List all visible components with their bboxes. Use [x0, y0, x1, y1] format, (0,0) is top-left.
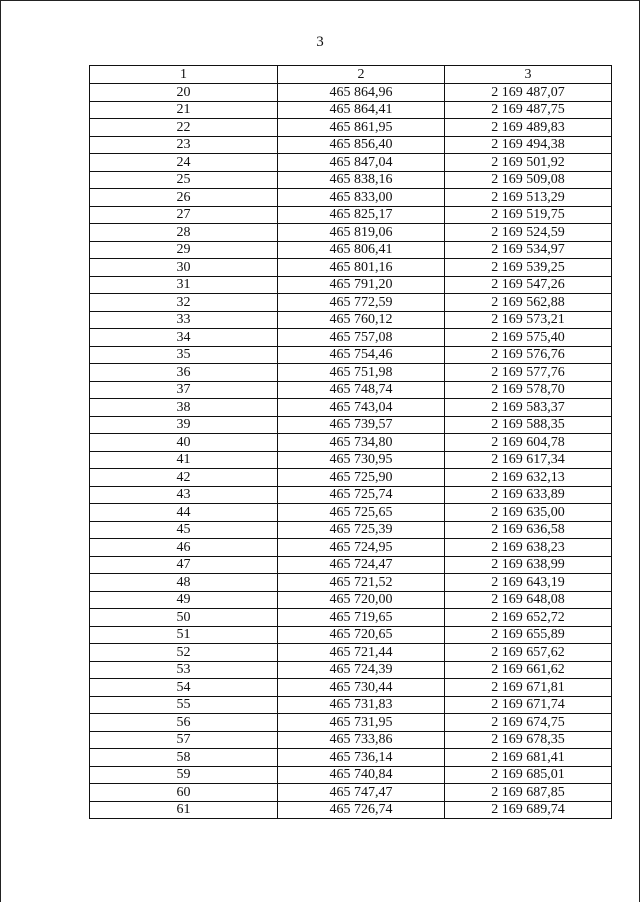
point-number-cell: 41 — [90, 451, 278, 469]
x-coordinate-cell: 465 730,95 — [278, 451, 445, 469]
table-row — [90, 381, 612, 399]
point-number-cell: 42 — [90, 469, 278, 487]
table-row — [90, 346, 612, 364]
y-coordinate-cell: 2 169 577,76 — [445, 364, 612, 382]
x-coordinate-cell: 465 861,95 — [278, 119, 445, 137]
x-coordinate-cell: 465 819,06 — [278, 224, 445, 242]
x-coordinate-cell: 465 801,16 — [278, 259, 445, 277]
point-number-cell: 22 — [90, 119, 278, 137]
x-coordinate-cell: 465 772,59 — [278, 294, 445, 312]
point-number-cell: 50 — [90, 609, 278, 627]
y-coordinate-cell: 2 169 519,75 — [445, 206, 612, 224]
table-row — [90, 784, 612, 802]
x-coordinate-cell: 465 726,74 — [278, 801, 445, 819]
table-row — [90, 609, 612, 627]
point-number-cell: 58 — [90, 749, 278, 767]
x-coordinate-cell: 465 733,86 — [278, 731, 445, 749]
table-row — [90, 504, 612, 522]
point-number-cell: 54 — [90, 679, 278, 697]
table-row — [90, 364, 612, 382]
point-number-cell: 30 — [90, 259, 278, 277]
point-number-cell: 45 — [90, 521, 278, 539]
y-coordinate-cell: 2 169 661,62 — [445, 661, 612, 679]
point-number-cell: 56 — [90, 714, 278, 732]
x-coordinate-cell: 465 747,47 — [278, 784, 445, 802]
y-coordinate-cell: 2 169 678,35 — [445, 731, 612, 749]
table-row — [90, 171, 612, 189]
point-number-cell: 27 — [90, 206, 278, 224]
x-coordinate-cell: 465 719,65 — [278, 609, 445, 627]
table-row — [90, 224, 612, 242]
table-row — [90, 591, 612, 609]
point-number-cell: 36 — [90, 364, 278, 382]
y-coordinate-cell: 2 169 685,01 — [445, 766, 612, 784]
table-row — [90, 556, 612, 574]
point-number-cell: 48 — [90, 574, 278, 592]
y-coordinate-cell: 2 169 652,72 — [445, 609, 612, 627]
y-coordinate-cell: 2 169 575,40 — [445, 329, 612, 347]
x-coordinate-cell: 465 847,04 — [278, 154, 445, 172]
y-coordinate-cell: 2 169 576,76 — [445, 346, 612, 364]
x-coordinate-cell: 465 725,90 — [278, 469, 445, 487]
y-coordinate-cell: 2 169 648,08 — [445, 591, 612, 609]
x-coordinate-cell: 465 760,12 — [278, 311, 445, 329]
table-row — [90, 276, 612, 294]
x-coordinate-cell: 465 751,98 — [278, 364, 445, 382]
point-number-cell: 52 — [90, 644, 278, 662]
x-coordinate-cell: 465 724,47 — [278, 556, 445, 574]
point-number-cell: 35 — [90, 346, 278, 364]
table-row — [90, 486, 612, 504]
table-row — [90, 696, 612, 714]
x-coordinate-cell: 465 725,65 — [278, 504, 445, 522]
x-coordinate-cell: 465 731,83 — [278, 696, 445, 714]
y-coordinate-cell: 2 169 513,29 — [445, 189, 612, 207]
table-row — [90, 259, 612, 277]
y-coordinate-cell: 2 169 573,21 — [445, 311, 612, 329]
x-coordinate-cell: 465 720,65 — [278, 626, 445, 644]
table-row — [90, 399, 612, 417]
point-number-cell: 31 — [90, 276, 278, 294]
table-row — [90, 416, 612, 434]
x-coordinate-cell: 465 724,39 — [278, 661, 445, 679]
y-coordinate-cell: 2 169 617,34 — [445, 451, 612, 469]
point-number-cell: 40 — [90, 434, 278, 452]
y-coordinate-cell: 2 169 635,00 — [445, 504, 612, 522]
y-coordinate-cell: 2 169 501,92 — [445, 154, 612, 172]
point-number-cell: 28 — [90, 224, 278, 242]
table-row — [90, 294, 612, 312]
y-coordinate-cell: 2 169 671,74 — [445, 696, 612, 714]
table-row — [90, 539, 612, 557]
point-number-cell: 59 — [90, 766, 278, 784]
x-coordinate-cell: 465 739,57 — [278, 416, 445, 434]
point-number-cell: 38 — [90, 399, 278, 417]
table-row — [90, 329, 612, 347]
x-coordinate-cell: 465 721,52 — [278, 574, 445, 592]
point-number-cell: 47 — [90, 556, 278, 574]
point-number-cell: 43 — [90, 486, 278, 504]
table-row — [90, 451, 612, 469]
y-coordinate-cell: 2 169 509,08 — [445, 171, 612, 189]
point-number-cell: 39 — [90, 416, 278, 434]
point-number-cell: 44 — [90, 504, 278, 522]
y-coordinate-cell: 2 169 494,38 — [445, 136, 612, 154]
column-header-y: 3 — [445, 66, 612, 84]
table-header-row — [90, 66, 612, 84]
point-number-cell: 55 — [90, 696, 278, 714]
y-coordinate-cell: 2 169 687,85 — [445, 784, 612, 802]
y-coordinate-cell: 2 169 671,81 — [445, 679, 612, 697]
x-coordinate-cell: 465 731,95 — [278, 714, 445, 732]
table-row — [90, 136, 612, 154]
y-coordinate-cell: 2 169 674,75 — [445, 714, 612, 732]
y-coordinate-cell: 2 169 524,59 — [445, 224, 612, 242]
x-coordinate-cell: 465 730,44 — [278, 679, 445, 697]
y-coordinate-cell: 2 169 633,89 — [445, 486, 612, 504]
coordinates-table — [89, 65, 612, 819]
x-coordinate-cell: 465 748,74 — [278, 381, 445, 399]
point-number-cell: 60 — [90, 784, 278, 802]
point-number-cell: 53 — [90, 661, 278, 679]
point-number-cell: 57 — [90, 731, 278, 749]
table-row — [90, 714, 612, 732]
y-coordinate-cell: 2 169 689,74 — [445, 801, 612, 819]
table-row — [90, 189, 612, 207]
x-coordinate-cell: 465 806,41 — [278, 241, 445, 259]
point-number-cell: 20 — [90, 84, 278, 102]
y-coordinate-cell: 2 169 583,37 — [445, 399, 612, 417]
table-row — [90, 434, 612, 452]
x-coordinate-cell: 465 838,16 — [278, 171, 445, 189]
table-row — [90, 84, 612, 102]
x-coordinate-cell: 465 725,39 — [278, 521, 445, 539]
x-coordinate-cell: 465 724,95 — [278, 539, 445, 557]
y-coordinate-cell: 2 169 588,35 — [445, 416, 612, 434]
x-coordinate-cell: 465 740,84 — [278, 766, 445, 784]
table-row — [90, 469, 612, 487]
point-number-cell: 24 — [90, 154, 278, 172]
point-number-cell: 21 — [90, 101, 278, 119]
y-coordinate-cell: 2 169 547,26 — [445, 276, 612, 294]
x-coordinate-cell: 465 734,80 — [278, 434, 445, 452]
table-row — [90, 311, 612, 329]
point-number-cell: 51 — [90, 626, 278, 644]
x-coordinate-cell: 465 721,44 — [278, 644, 445, 662]
y-coordinate-cell: 2 169 632,13 — [445, 469, 612, 487]
y-coordinate-cell: 2 169 539,25 — [445, 259, 612, 277]
table-row — [90, 241, 612, 259]
x-coordinate-cell: 465 720,00 — [278, 591, 445, 609]
table-row — [90, 766, 612, 784]
point-number-cell: 49 — [90, 591, 278, 609]
y-coordinate-cell: 2 169 487,75 — [445, 101, 612, 119]
point-number-cell: 37 — [90, 381, 278, 399]
column-header-number: 1 — [90, 66, 278, 84]
table-row — [90, 679, 612, 697]
x-coordinate-cell: 465 864,96 — [278, 84, 445, 102]
y-coordinate-cell: 2 169 643,19 — [445, 574, 612, 592]
table-row — [90, 521, 612, 539]
table-row — [90, 661, 612, 679]
y-coordinate-cell: 2 169 487,07 — [445, 84, 612, 102]
table-row — [90, 119, 612, 137]
page-number: 3 — [316, 34, 324, 50]
x-coordinate-cell: 465 725,74 — [278, 486, 445, 504]
y-coordinate-cell: 2 169 638,99 — [445, 556, 612, 574]
point-number-cell: 23 — [90, 136, 278, 154]
y-coordinate-cell: 2 169 638,23 — [445, 539, 612, 557]
table-row — [90, 731, 612, 749]
point-number-cell: 25 — [90, 171, 278, 189]
y-coordinate-cell: 2 169 562,88 — [445, 294, 612, 312]
x-coordinate-cell: 465 791,20 — [278, 276, 445, 294]
table-body — [90, 84, 612, 819]
y-coordinate-cell: 2 169 657,62 — [445, 644, 612, 662]
table-row — [90, 154, 612, 172]
table-row — [90, 626, 612, 644]
point-number-cell: 32 — [90, 294, 278, 312]
x-coordinate-cell: 465 757,08 — [278, 329, 445, 347]
table-row — [90, 206, 612, 224]
point-number-cell: 33 — [90, 311, 278, 329]
x-coordinate-cell: 465 833,00 — [278, 189, 445, 207]
y-coordinate-cell: 2 169 534,97 — [445, 241, 612, 259]
y-coordinate-cell: 2 169 655,89 — [445, 626, 612, 644]
point-number-cell: 61 — [90, 801, 278, 819]
y-coordinate-cell: 2 169 636,58 — [445, 521, 612, 539]
table-row — [90, 801, 612, 819]
y-coordinate-cell: 2 169 489,83 — [445, 119, 612, 137]
table-row — [90, 644, 612, 662]
y-coordinate-cell: 2 169 681,41 — [445, 749, 612, 767]
x-coordinate-cell: 465 736,14 — [278, 749, 445, 767]
point-number-cell: 34 — [90, 329, 278, 347]
point-number-cell: 46 — [90, 539, 278, 557]
x-coordinate-cell: 465 754,46 — [278, 346, 445, 364]
x-coordinate-cell: 465 825,17 — [278, 206, 445, 224]
table-row — [90, 574, 612, 592]
table-row — [90, 749, 612, 767]
table-row — [90, 101, 612, 119]
x-coordinate-cell: 465 743,04 — [278, 399, 445, 417]
y-coordinate-cell: 2 169 604,78 — [445, 434, 612, 452]
point-number-cell: 26 — [90, 189, 278, 207]
y-coordinate-cell: 2 169 578,70 — [445, 381, 612, 399]
x-coordinate-cell: 465 856,40 — [278, 136, 445, 154]
column-header-x: 2 — [278, 66, 445, 84]
point-number-cell: 29 — [90, 241, 278, 259]
x-coordinate-cell: 465 864,41 — [278, 101, 445, 119]
